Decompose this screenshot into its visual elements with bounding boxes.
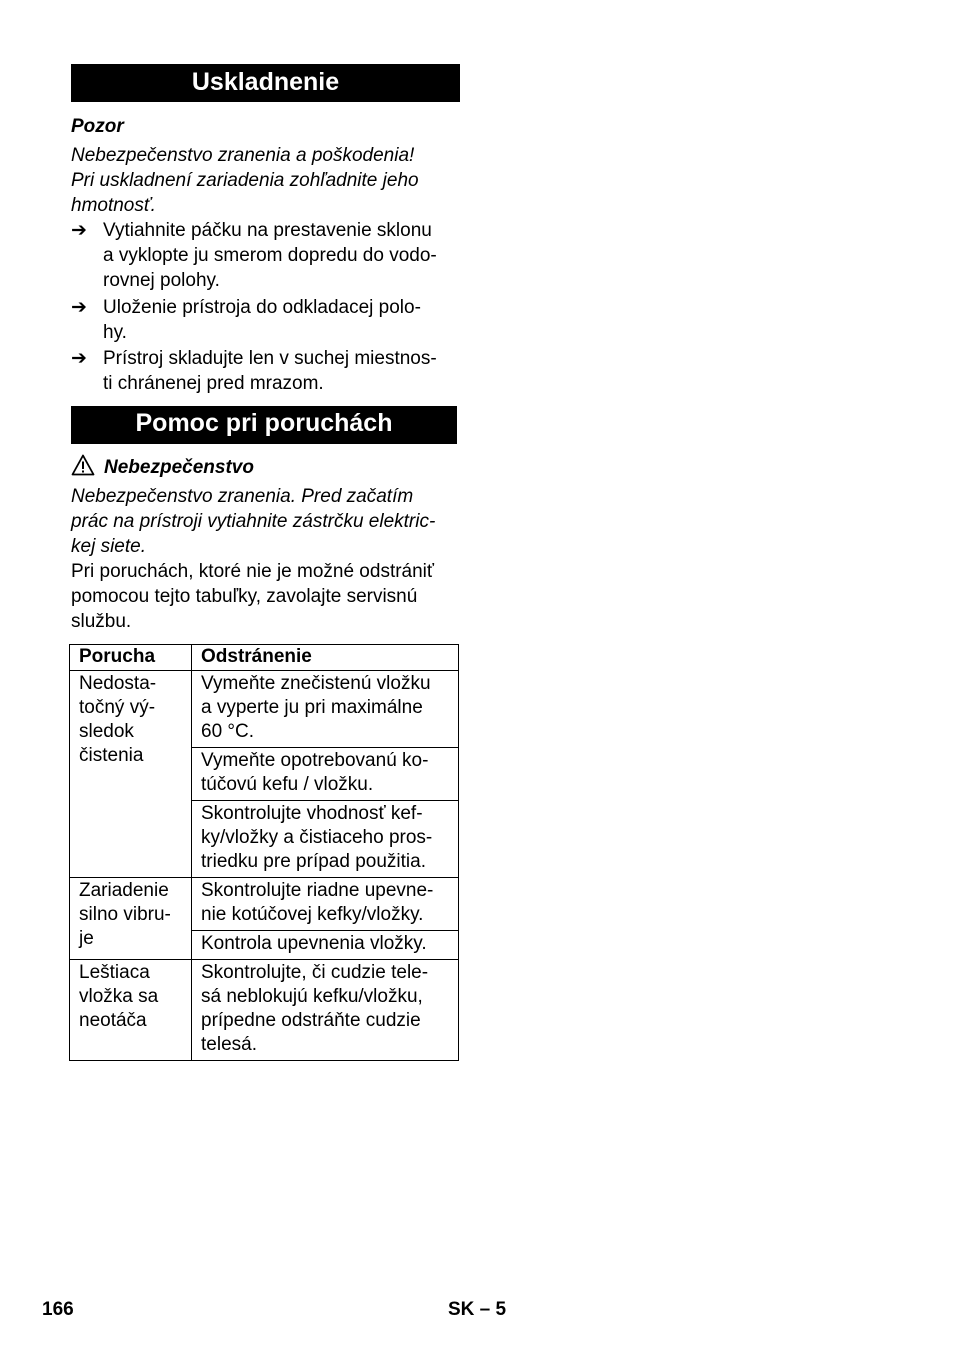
fault-line: neotáča [79,1010,147,1031]
bullet-line: a vyklopte ju smerom dopredu do vodo- [103,245,437,266]
remedy-line: a vyperte ju pri maximálne [201,697,423,718]
caution-label: Pozor [71,116,124,137]
table-row [70,878,459,931]
header-remedy: Odstránenie [192,645,459,671]
fault-cell [70,878,192,960]
fault-cell [70,671,192,878]
bullet-line: ti chránenej pred mrazom. [103,373,324,394]
troubleshooting-heading: Pomoc pri poruchách [71,406,457,444]
remedy-cell [192,748,459,801]
fault-line: sledok [79,721,134,742]
arrow-right-icon: ➔ [71,297,87,318]
table-header-row [70,645,459,671]
remedy-cell [192,671,459,748]
intro-line: pomocou tejto tabuľky, zavolajte servisnú [71,586,418,607]
remedy-line: Vymeňte opotrebovanú ko- [201,750,429,771]
remedy-line: triedku pre prípad použitia. [201,851,426,872]
table-row [70,671,459,748]
intro-line: službu. [71,611,132,632]
troubleshooting-table [69,644,459,1061]
danger-line: Nebezpečenstvo zranenia. Pred začatím [71,486,414,507]
remedy-cell [192,931,459,960]
caution-line: hmotnosť. [71,195,156,216]
remedy-line: Skontrolujte riadne upevne- [201,880,434,901]
remedy-line: prípedne odstráňte cudzie [201,1010,421,1031]
danger-line: prác na prístroji vytiahnite zástrčku elektric- [71,511,436,532]
caution-line: Nebezpečenstvo zranenia a poškodenia! [71,145,415,166]
bullet-line: Uloženie prístroja do odkladacej polo- [103,297,421,318]
remedy-line: sá neblokujú kefku/vložku, [201,986,423,1007]
bullet-line: rovnej polohy. [103,270,220,291]
remedy-line: túčovú kefu / vložku. [201,774,374,795]
table-row [70,960,459,1061]
storage-heading: Uskladnenie [71,64,460,102]
intro-line: Pri poruchách, ktoré nie je možné odstrániť [71,561,435,582]
remedy-line: Skontrolujte, či cudzie tele- [201,962,429,983]
fault-line: Zariadenie [79,880,169,901]
fault-cell [70,960,192,1061]
fault-line: Nedosta- [79,673,157,694]
fault-line: Leštiaca [79,962,150,983]
remedy-cell [192,960,459,1061]
remedy-cell [192,878,459,931]
bullet-line: Vytiahnite páčku na prestavenie sklonu [103,220,432,241]
header-fault: Porucha [70,645,192,671]
fault-line: točný vý- [79,697,156,718]
remedy-cell [192,801,459,878]
fault-line: čistenia [79,745,144,766]
arrow-right-icon: ➔ [71,348,87,369]
fault-line: silno vibru- [79,904,171,925]
remedy-line: Kontrola upevnenia vložky. [201,933,427,954]
caution-line: Pri uskladnení zariadenia zohľadnite jeho [71,170,419,191]
remedy-line: Skontrolujte vhodnosť kef- [201,803,423,824]
warning-triangle-icon [71,454,95,476]
fault-line: je [79,928,94,949]
remedy-line: ky/vložky a čistiaceho pros- [201,827,433,848]
bullet-line: hy. [103,322,127,343]
remedy-line: telesá. [201,1034,257,1055]
section-reference: SK – 5 [448,1299,507,1320]
remedy-line: nie kotúčovej kefky/vložky. [201,904,424,925]
page-number: 166 [42,1299,74,1320]
bullet-line: Prístroj skladujte len v suchej miestnos- [103,348,437,369]
danger-line: kej siete. [71,536,146,557]
arrow-right-icon: ➔ [71,220,87,241]
fault-line: vložka sa [79,986,159,1007]
remedy-line: 60 °C. [201,721,255,742]
danger-label: Nebezpečenstvo [104,457,254,478]
remedy-line: Vymeňte znečistenú vložku [201,673,431,694]
